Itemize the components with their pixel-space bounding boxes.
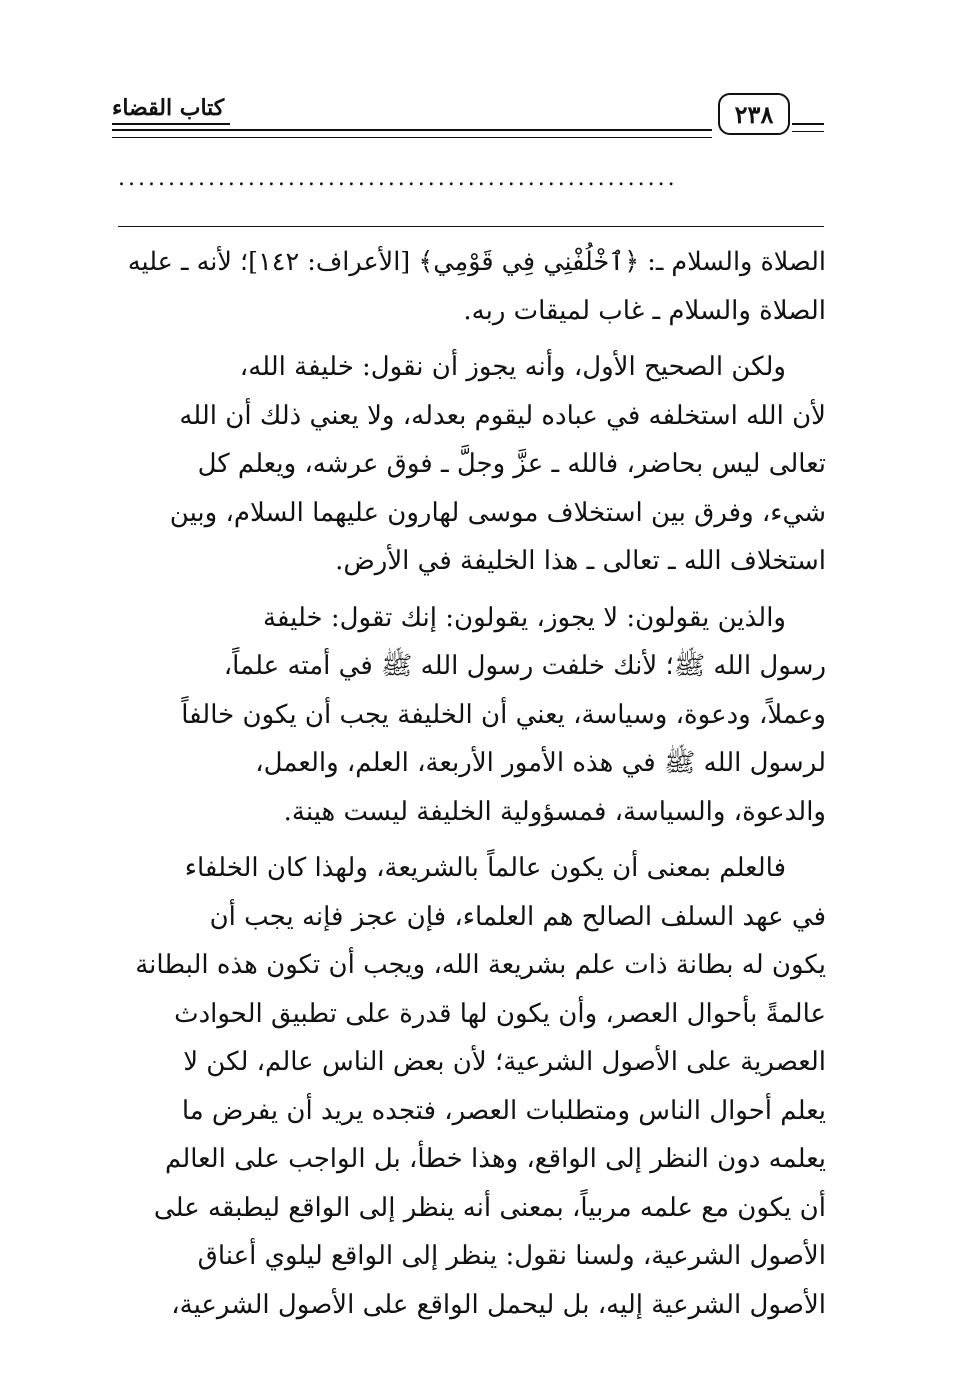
section-separator [118, 226, 824, 227]
text-line: الأصول الشرعية إليه، بل ليحمل الواقع على الأصول الشرعية، [171, 1289, 826, 1320]
header-rule-right [792, 123, 824, 132]
text-line: أن يكون مع علمه مربياً، بمعنى أنه ينظر إلى الواقع ليطبقه على [153, 1192, 826, 1223]
running-header [112, 93, 824, 139]
text-line: فالعلم بمعنى أن يكون عالماً بالشريعة، ولهذا كان الخلفاء [184, 853, 786, 883]
text-line: يكون له بطانة ذات علم بشريعة الله، ويجب أن تكون هذه البطانة [135, 950, 826, 980]
text-line: وعملاً، ودعوة، وسياسة، يعني أن الخليفة يجب أن يكون خالفاً [181, 699, 826, 730]
body-text [116, 238, 826, 1329]
text-line: شيء، وفرق بين استخلاف موسى لهارون عليهما السلام، وبين [169, 497, 826, 528]
text-line: والذين يقولون: لا يجوز، يقولون: إنك تقول: خليفة [263, 602, 786, 633]
text-line: تعالى ليس بحاضر، فالله ـ عزَّ وجلَّ ـ فوق عرشه، ويعلم كل [197, 449, 826, 479]
text-line: والدعوة، والسياسة، فمسؤولية الخليفة ليست هينة. [283, 796, 826, 827]
text-line: يعلمه دون النظر إلى الواقع، وهذا خطأ، بل الواجب على العالم [165, 1144, 826, 1174]
text-line: الأصول الشرعية، ولسنا نقول: ينظر إلى الواقع ليلوي أعناق [197, 1241, 826, 1271]
text-line: يعلم أحوال الناس ومتطلبات العصر، فتجده يريد أن يفرض ما [181, 1095, 826, 1126]
book-title: كتاب القضاء [112, 95, 225, 121]
text-line: لأن الله استخلفه في عباده ليقوم بعدله، ولا يعني ذلك أن الله [179, 400, 826, 431]
text-line: لرسول الله ﷺ في هذه الأمور الأربعة، العلم، والعمل، [255, 748, 826, 778]
title-underline [112, 123, 230, 125]
omission-dots: ........................................................ [118, 166, 678, 191]
page-number: ٢٣٨ [718, 93, 790, 135]
text-line: في عهد السلف الصالح هم العلماء، فإن عجز فإنه يجب أن [209, 901, 826, 932]
paragraph-2 [116, 343, 826, 586]
text-line: استخلاف الله ـ تعالى ـ هذا الخليفة في الأرض. [335, 546, 826, 576]
text-line: ولكن الصحيح الأول، وأنه يجوز أن نقول: خليفة الله، [239, 352, 786, 382]
text-line: العصرية على الأصول الشرعية؛ لأن بعض الناس عالم، لكن لا [183, 1047, 826, 1077]
text-line: الصلاة والسلام ـ: ﴿ٱخْلُفْنِي فِي قَوْمِي﴾ [الأعراف: ١٤٢]؛ لأنه ـ عليه [127, 247, 826, 277]
text-line: رسول الله ﷺ؛ لأنك خلفت رسول الله ﷺ في أمته علماً، [223, 651, 826, 681]
paragraph-3 [116, 594, 826, 837]
text-line: عالمةً بأحوال العصر، وأن يكون لها قدرة على تطبيق الحوادث [174, 998, 826, 1029]
header-rule [112, 129, 712, 138]
text-line: الصلاة والسلام ـ غاب لميقات ربه. [463, 295, 826, 326]
paragraph-4 [116, 844, 826, 1329]
paragraph-1 [116, 238, 826, 335]
